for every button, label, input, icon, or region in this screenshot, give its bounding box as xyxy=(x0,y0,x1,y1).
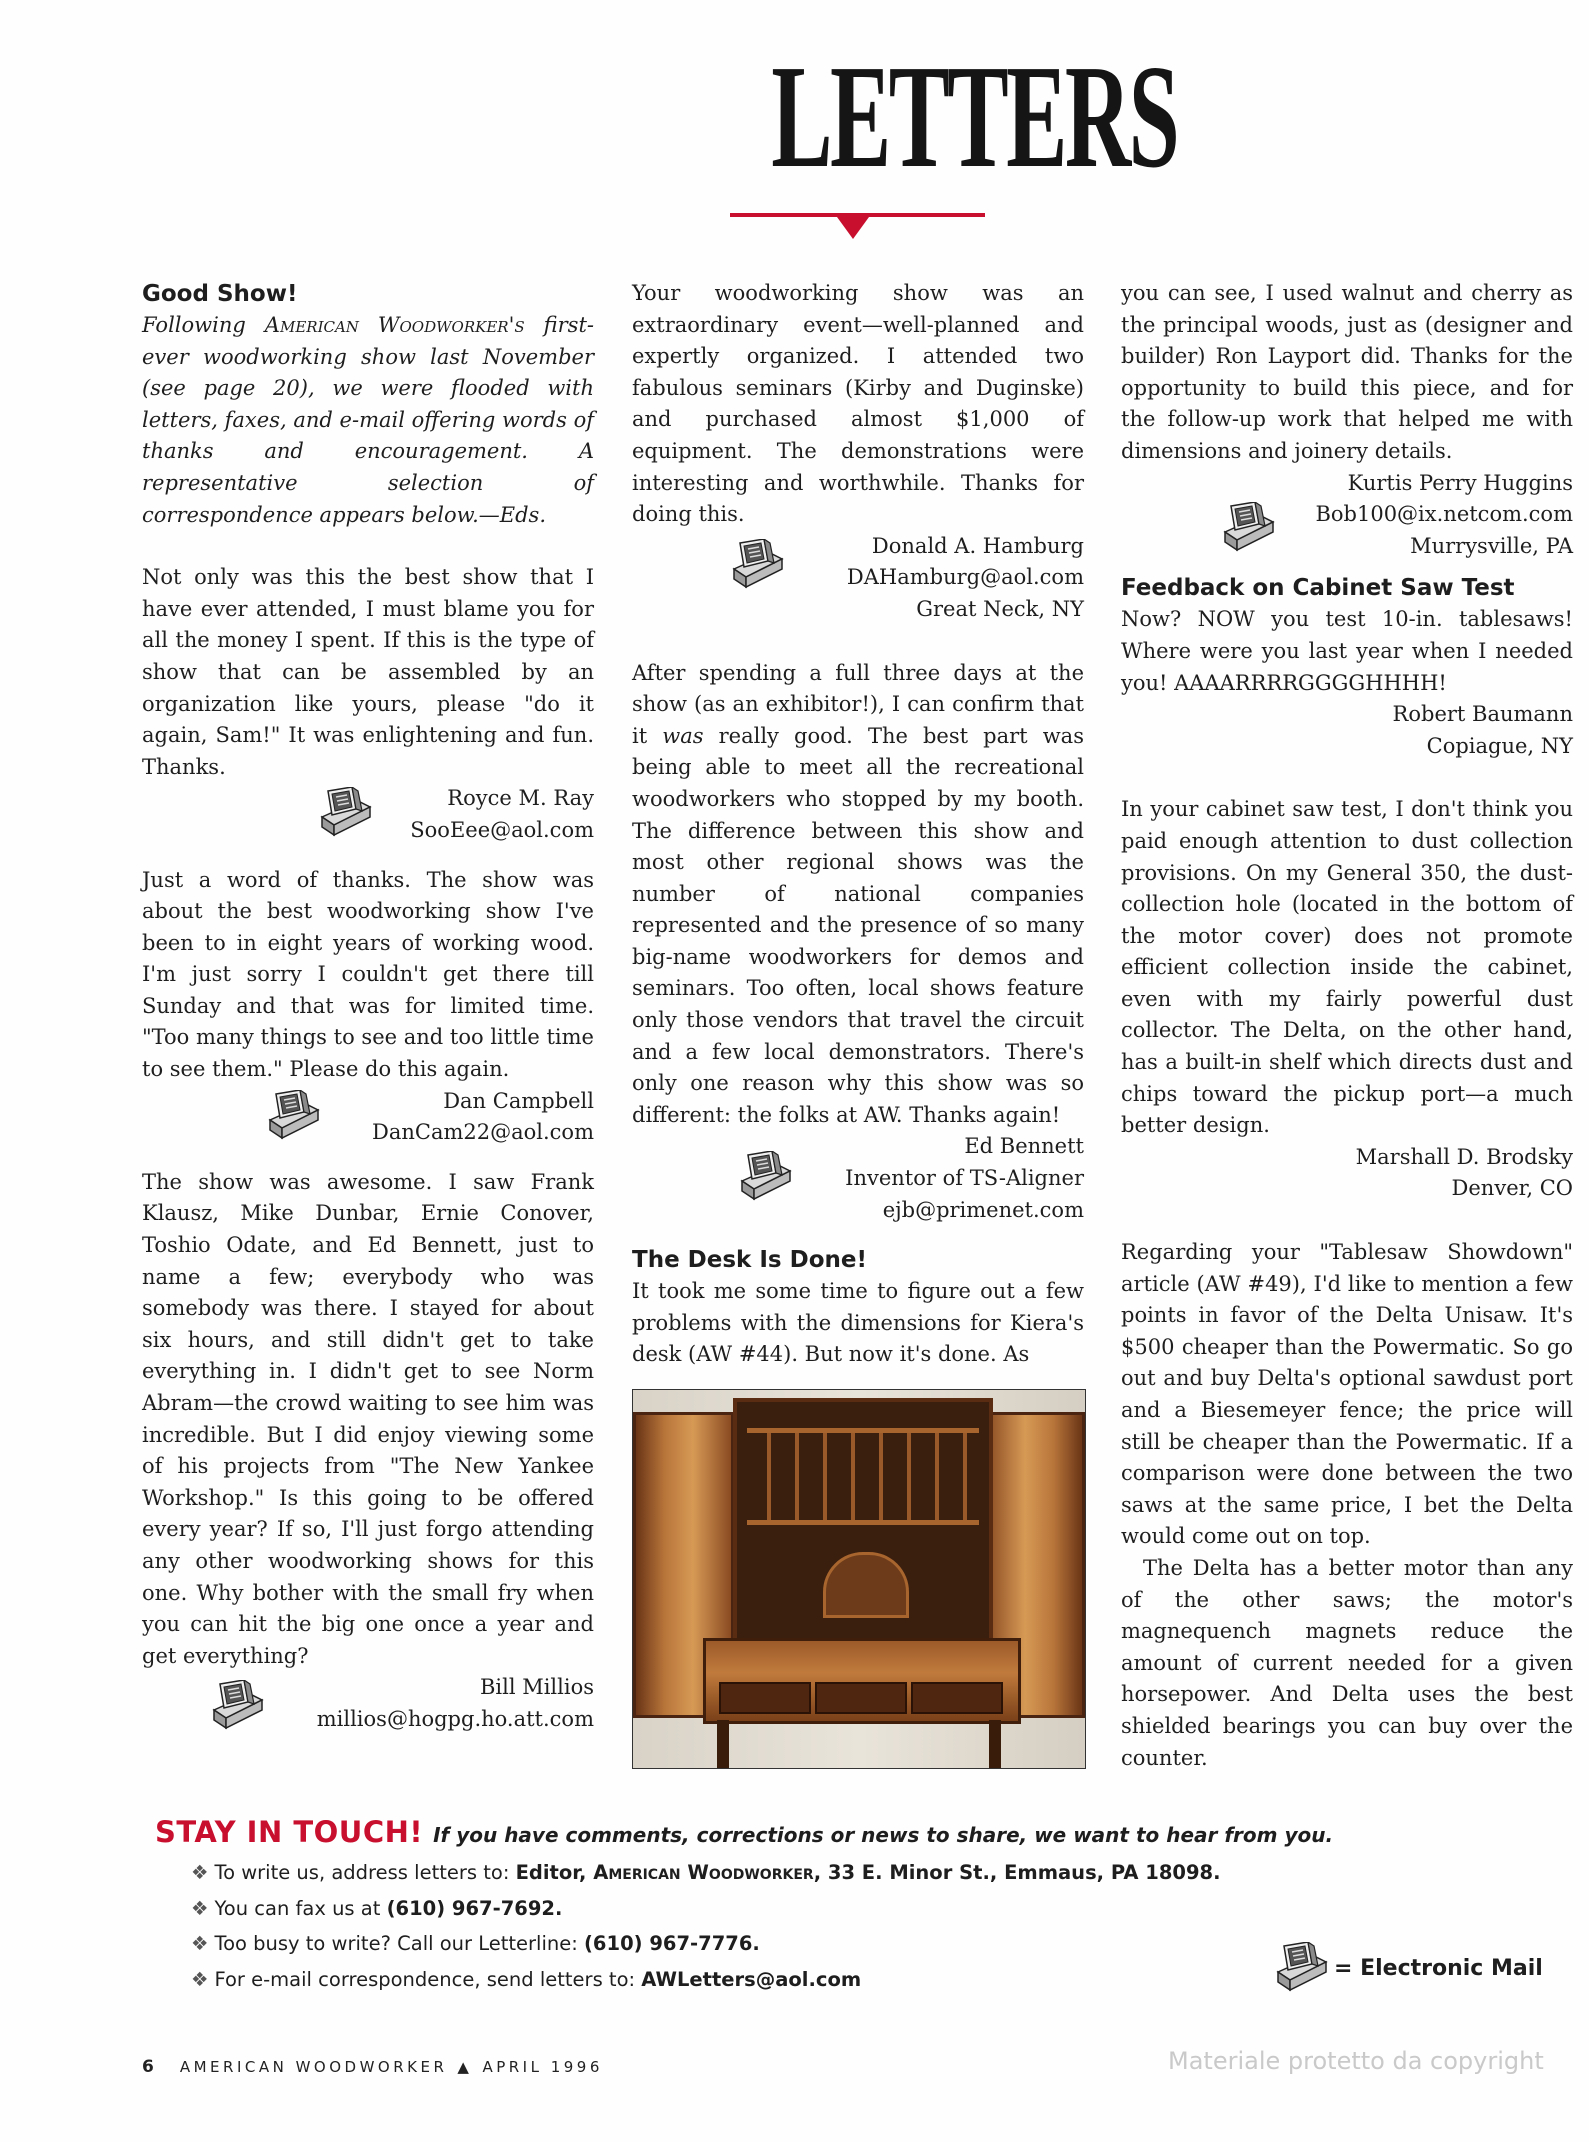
section-heading: Good Show! xyxy=(142,281,298,307)
letter-body: The Delta has a better motor than any of the other saws; the motor's magnequench magnets reduce the amount of current needed for a given horsepower. And Delta uses the best shielded bearings you can buy over the counter. xyxy=(1121,1555,1573,1770)
author-name: Donald A. Hamburg xyxy=(871,533,1084,558)
column-1 xyxy=(142,278,594,1736)
computer-terminal-icon xyxy=(1268,1942,1328,1996)
letter-signature xyxy=(142,1672,594,1735)
author-email: Bob100@ix.netcom.com xyxy=(1315,502,1573,527)
letter-body: Just a word of thanks. The show was about the best woodworking show I've been to in eight years of working wood. I'm just sorry I couldn't get there till Sunday and that was for limited time. "Too many things to see and too little time to see them." Please do this again. xyxy=(142,867,594,1082)
title-arrow-icon xyxy=(837,217,869,239)
author-email: ejb@primenet.com xyxy=(882,1197,1084,1222)
contact-email: ❖ For e-mail correspondence, send letters to: AWLetters@aol.com xyxy=(191,1967,862,1991)
author-title: Inventor of TS-Aligner xyxy=(845,1166,1084,1191)
author-name: Bill Millios xyxy=(479,1675,594,1700)
letter-signature xyxy=(1121,468,1573,563)
contact-mail: ❖ To write us, address letters to: Editor, American Woodworker, 33 E. Minor St., Emmaus, PA 18098. xyxy=(191,1861,1221,1884)
letter-body: After spending a full three days at the show (as an exhibitor!), I can confirm that it was really good. The best part was being able to meet all the recreational woodworkers who stopped by my booth. The difference between this show and most other regional shows was the number of national companies represented and the presence of so many big-name woodworkers for demos and seminars. Too often, local shows feature only those vendors that travel the circuit and a few local demonstrators. There's only one reason why this show was so different: the folks at AW. Thanks again! xyxy=(632,660,1084,1127)
letter-body: Not only was this the best show that I have ever attended, I must blame you for all the money I spent. If this is the type of show that can be assembled by an organization like yours, please "do it again, Sam!" It was enlightening and fun. Thanks. xyxy=(142,565,594,779)
author-email: DanCam22@aol.com xyxy=(372,1120,594,1145)
column-3 xyxy=(1121,278,1573,1774)
bullet-icon: ❖ xyxy=(191,1896,209,1920)
legend-label: = Electronic Mail xyxy=(1334,1956,1543,1981)
letter-signature xyxy=(1121,699,1573,762)
author-location: Denver, CO xyxy=(1451,1176,1573,1201)
computer-terminal-icon xyxy=(204,1680,264,1734)
author-name: Robert Baumann xyxy=(1392,702,1573,727)
page-footer xyxy=(142,2057,603,2077)
column-2 xyxy=(632,278,1084,1769)
bullet-icon: ❖ xyxy=(191,1932,209,1955)
letter-body: you can see, I used walnut and cherry as the principal woods, just as (designer and builder) Ron Layport did. Thanks for the opportunity to build this piece, and for the follow-up work that helped me with dimensions and joinery details. xyxy=(1121,281,1573,463)
letter-body: Your woodworking show was an extraordinary event—well-planned and expertly organized. I attended two fabulous seminars (Kirby and Duginske) and purchased almost $1,000 of equipment. The demonstrations were interesting and worthwhile. Thanks for doing this. xyxy=(632,281,1084,527)
author-name: Dan Campbell xyxy=(443,1088,594,1113)
page-title: LETTERS xyxy=(771,35,1178,199)
author-location: Great Neck, NY xyxy=(916,596,1084,621)
author-email: SooEee@aol.com xyxy=(410,817,594,842)
computer-terminal-icon xyxy=(724,539,784,593)
computer-terminal-icon xyxy=(260,1090,320,1144)
author-name: Royce M. Ray xyxy=(447,786,594,811)
computer-terminal-icon xyxy=(312,787,372,841)
letter-signature xyxy=(632,531,1084,626)
triangle-icon: ▲ xyxy=(457,2058,473,2076)
letter-body: In your cabinet saw test, I don't think you paid enough attention to dust collection provisions. On my General 350, the dust-collection hole (located in the bottom of the motor cover) does not promote efficient collection inside the cabinet, even with my fairly powerful dust collector. The Delta, on the other hand, has a built-in shelf which directs dust and chips toward the pickup port—a much better design. xyxy=(1121,797,1573,1138)
letter-signature xyxy=(632,1131,1084,1226)
author-location: Murrysville, PA xyxy=(1410,533,1573,558)
letter-body: It took me some time to figure out a few problems with the dimensions for Kiera's desk (AW #44). But now it's done. As xyxy=(632,1279,1084,1367)
footer-issue: APRIL 1996 xyxy=(482,2058,603,2076)
copyright-watermark: Materiale protetto da copyright xyxy=(1168,2047,1544,2075)
stay-in-touch-title: STAY IN TOUCH! xyxy=(155,1815,424,1849)
letter-body: Regarding your "Tablesaw Showdown" article (AW #49), I'd like to mention a few points in favor of the Delta Unisaw. It's $500 cheaper than the Powermatic. So go out and buy Delta's optional sawdust port and a Biesemeyer fence; the price will still be cheaper than the Powermatic. If a comparison were done between the two saws at the same price, I bet the Delta would come out on top. xyxy=(1121,1240,1573,1549)
author-name: Kurtis Perry Huggins xyxy=(1347,470,1573,495)
bullet-icon: ❖ xyxy=(191,1967,209,1991)
contact-fax: ❖ You can fax us at (610) 967-7692. xyxy=(191,1896,563,1920)
author-email: DAHamburg@aol.com xyxy=(846,565,1084,590)
letter-body: Now? NOW you test 10-in. tablesaws! Where were you last year when I needed you! AAAARRRRGGGGHHHH! xyxy=(1121,607,1573,695)
author-email: millios@hogpg.ho.att.com xyxy=(316,1706,594,1731)
author-name: Marshall D. Brodsky xyxy=(1355,1144,1573,1169)
section-heading: Feedback on Cabinet Saw Test xyxy=(1121,575,1515,602)
stay-in-touch-header xyxy=(155,1815,1455,1849)
section-heading: The Desk Is Done! xyxy=(632,1247,867,1274)
email-legend xyxy=(1268,1942,1543,1996)
editor-intro: Following American Woodworker's first-ever woodworking show last November (see page 20), we were flooded with letters, faxes, and e-mail offering words of thanks and encouragement. A representative selection of correspondence appears below.—Eds. xyxy=(142,313,594,527)
contact-phone: ❖ Too busy to write? Call our Letterline: (610) 967-7776. xyxy=(191,1932,760,1955)
stay-in-touch-box xyxy=(155,1815,1455,1997)
author-name: Ed Bennett xyxy=(964,1134,1084,1159)
contact-list xyxy=(191,1855,1455,1997)
computer-terminal-icon xyxy=(732,1151,792,1205)
author-location: Copiague, NY xyxy=(1426,733,1573,758)
page-number: 6 xyxy=(142,2057,154,2077)
letter-signature xyxy=(142,783,594,846)
bullet-icon: ❖ xyxy=(191,1861,209,1884)
computer-terminal-icon xyxy=(1215,502,1275,556)
desk-photo xyxy=(632,1389,1086,1769)
footer-magazine: AMERICAN WOODWORKER xyxy=(179,2058,448,2076)
letter-signature xyxy=(142,1086,594,1149)
stay-in-touch-lead: If you have comments, corrections or news to share, we want to hear from you. xyxy=(433,1823,1334,1847)
letter-signature xyxy=(1121,1142,1573,1205)
letter-body: The show was awesome. I saw Frank Klausz, Mike Dunbar, Ernie Conover, Toshio Odate, and Ed Bennett, just to name a few; everybody who was somebody was there. I stayed for about six hours, and still didn't get to take everything in. I didn't get to see Norm Abram—the crowd waiting to see him was incredible. But I did enjoy viewing some of his projects from "The New Yankee Workshop." Is this going to be offered every year? If so, I'll just forgo attending any other woodworking shows for this one. Why bother with the small fry when you can hit the big one once a year and get everything? xyxy=(142,1169,594,1668)
